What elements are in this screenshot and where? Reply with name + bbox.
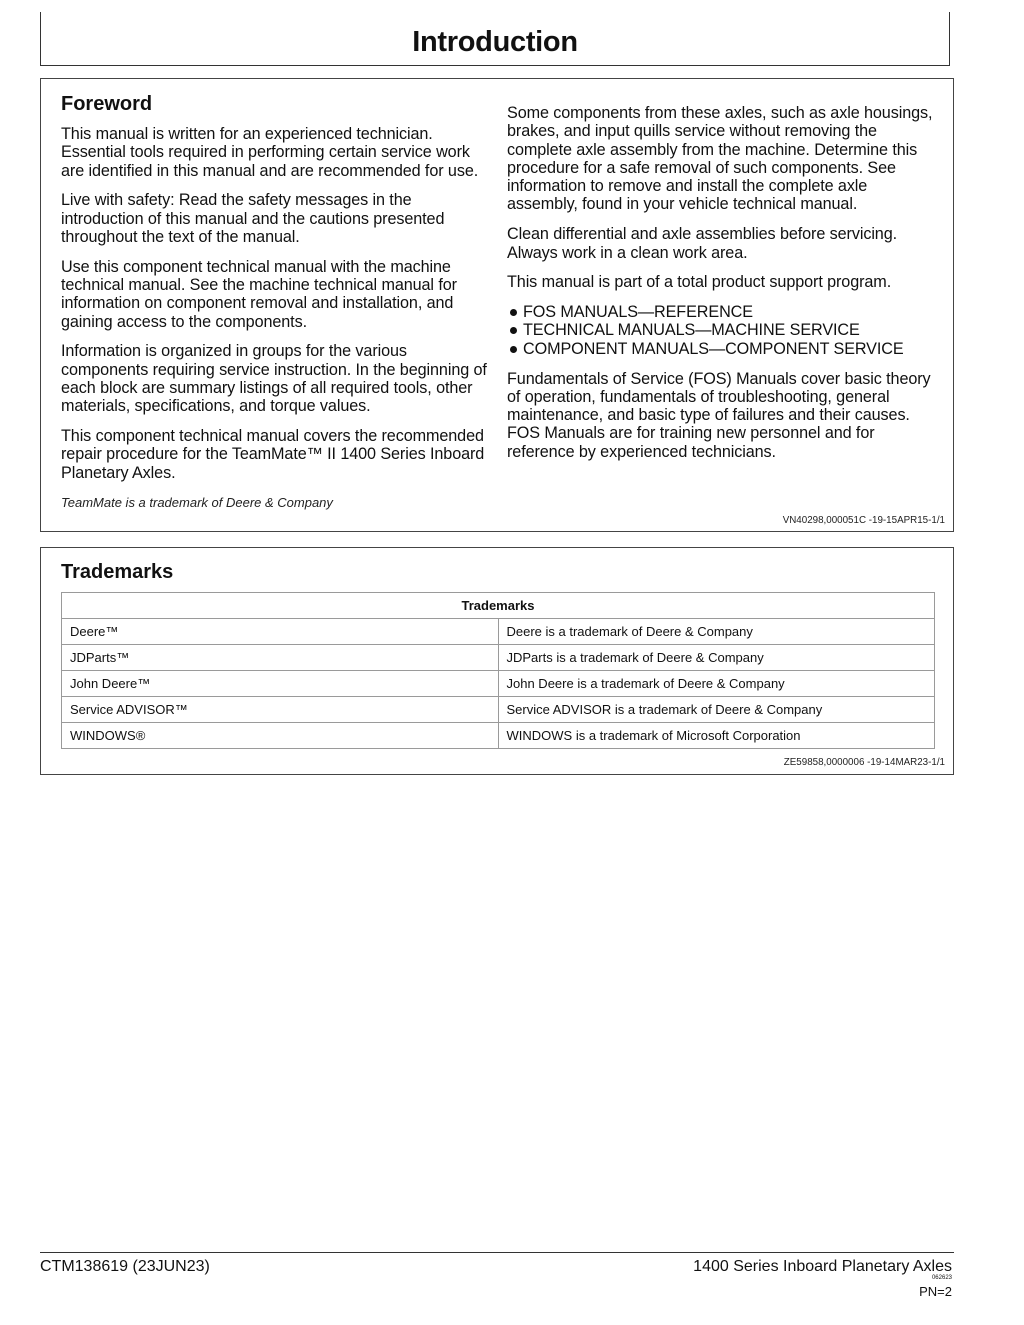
trademarks-heading: Trademarks <box>61 561 174 583</box>
trademark-description: WINDOWS is a trademark of Microsoft Corporation <box>498 723 935 749</box>
document-code: ZE59858,0000006 -19-14MAR23-1/1 <box>783 757 945 768</box>
foreword-right-column <box>507 104 939 473</box>
page-header <box>40 12 950 66</box>
paragraph: This component technical manual covers the recommended repair procedure for the TeamMate™ II 1400 Series Inboard Planetary Axles. <box>61 427 485 482</box>
trademarks-table <box>61 592 935 749</box>
trademark-name: Service ADVISOR™ <box>62 697 499 723</box>
trademarks-section <box>40 547 954 775</box>
footer-manual-title: 1400 Series Inboard Planetary Axles <box>693 1258 952 1275</box>
trademark-name: WINDOWS® <box>62 723 499 749</box>
page-title: Introduction <box>412 26 578 58</box>
table-header: Trademarks <box>62 593 935 619</box>
foreword-left-column <box>61 125 493 494</box>
paragraph: Fundamentals of Service (FOS) Manuals cover basic theory of operation, fundamentals of troubleshooting, general maintenance, and basic type of failures and their causes. FOS Manuals are for training new personnel and for reference by experienced technicians. <box>507 369 931 461</box>
trademark-name: JDParts™ <box>62 645 499 671</box>
footer-divider <box>40 1252 954 1253</box>
paragraph: Information is organized in groups for the various components requiring service instruction. In the beginning of each block are summary listings of all required tools, other materials, specifications, and torque values. <box>61 342 487 416</box>
trademark-note: TeamMate is a trademark of Deere & Company <box>61 495 333 510</box>
list-item: FOS MANUALS—REFERENCE <box>507 303 939 321</box>
trademark-description: John Deere is a trademark of Deere & Company <box>498 671 935 697</box>
table-header-row <box>62 593 935 619</box>
trademark-description: Service ADVISOR is a trademark of Deere & Company <box>498 697 935 723</box>
table-row <box>62 619 935 645</box>
trademark-name: John Deere™ <box>62 671 499 697</box>
paragraph: This manual is part of a total product support program. <box>507 273 892 292</box>
paragraph: Clean differential and axle assemblies before servicing. Always work in a clean work area. <box>507 225 898 262</box>
trademark-description: JDParts is a trademark of Deere & Company <box>498 645 935 671</box>
list-item: COMPONENT MANUALS—COMPONENT SERVICE <box>507 340 939 358</box>
paragraph: This manual is written for an experienced technician. Essential tools required in performing certain service work are identified in this manual and are recommended for use. <box>61 125 479 180</box>
foreword-heading: Foreword <box>61 93 153 115</box>
table-row <box>62 645 935 671</box>
paragraph: Some components from these axles, such as axle housings, brakes, and input quills service without removing the complete axle assembly from the machine. Determine this procedure for a safe removal of such components. See information to remove and install the complete axle assembly, found in your vehicle technical manual. <box>507 104 933 214</box>
list-item: TECHNICAL MANUALS—MACHINE SERVICE <box>507 321 939 339</box>
paragraph: Use this component technical manual with the machine technical manual. See the machine technical manual for information on component removal and installation, and gaining access to the components. <box>61 257 457 331</box>
table-row <box>62 671 935 697</box>
paragraph: Live with safety: Read the safety messages in the introduction of this manual and the cautions presented throughout the text of the manual. <box>61 191 445 246</box>
table-row <box>62 697 935 723</box>
page-number: PN=2 <box>919 1284 952 1299</box>
foreword-section <box>40 78 954 532</box>
trademark-name: Deere™ <box>62 619 499 645</box>
footer-date-code: 062623 <box>931 1275 952 1281</box>
document-code: VN40298,000051C -19-15APR15-1/1 <box>782 515 945 526</box>
manual-types-list <box>507 303 939 358</box>
table-row <box>62 723 935 749</box>
trademark-description: Deere is a trademark of Deere & Company <box>498 619 935 645</box>
footer-manual-id: CTM138619 (23JUN23) <box>40 1258 210 1275</box>
